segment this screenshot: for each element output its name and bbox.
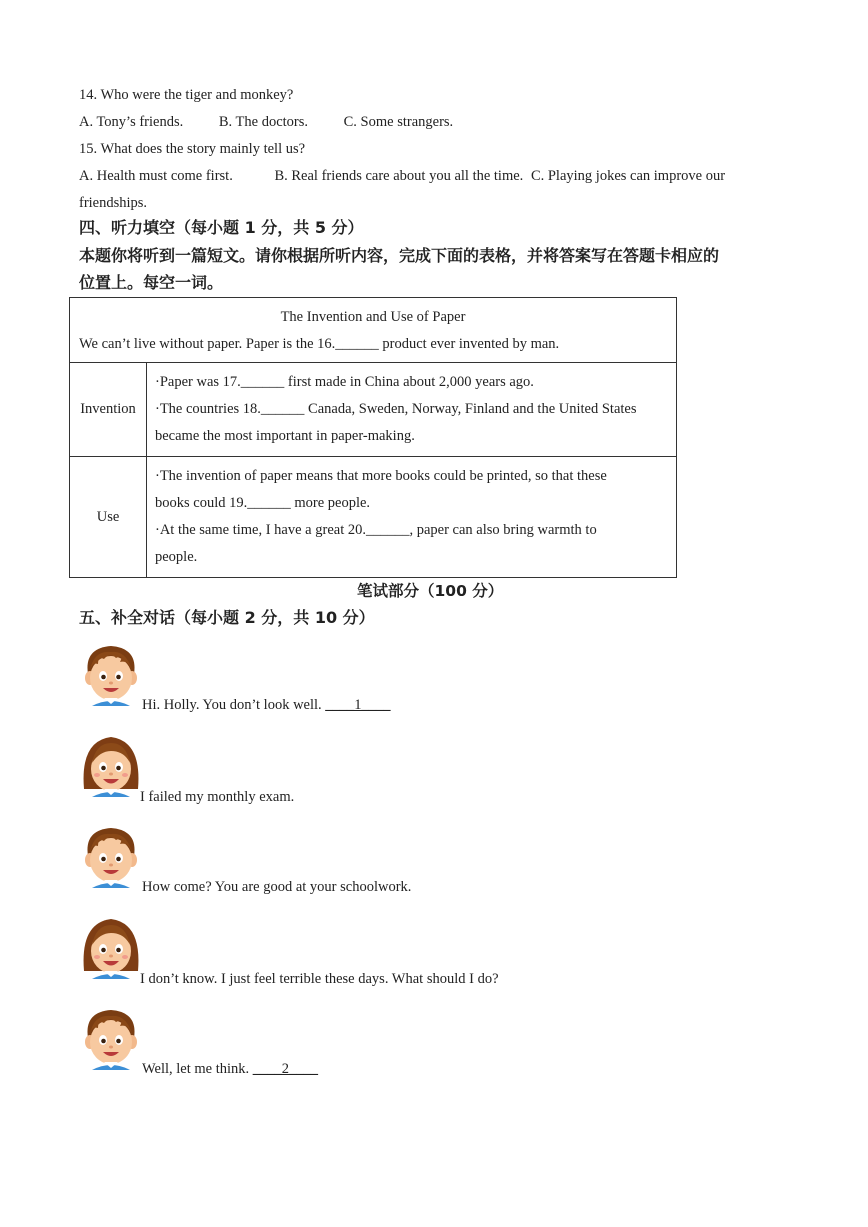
written-part-title: 笔试部分（100 分） <box>357 582 504 600</box>
table-title-row <box>70 298 677 363</box>
girl-avatar-icon <box>80 731 142 797</box>
question-14-option-a: A. Tony’s friends. <box>79 114 184 130</box>
table-row-label-invention: Invention <box>70 363 147 457</box>
section-4-instruction-line1: 本题你将听到一篇短文。请你根据所听内容，完成下面的表格，并将答案写在答题卡相应的 <box>79 246 720 265</box>
question-15-option-c: C. Playing jokes can improve our <box>530 168 726 184</box>
table-line: books could 19.______ more people. <box>155 495 371 511</box>
section-4-instruction-line2: 位置上。每空一词。 <box>79 273 224 292</box>
boy-avatar-icon <box>80 822 142 888</box>
table-row-content-use <box>147 457 677 578</box>
table-line: ·At the same time, I have a great 20.______, paper can also bring warmth to <box>155 522 597 538</box>
question-15-option-b: B. Real friends care about you all the time. <box>274 168 524 184</box>
table-title-cell <box>70 298 677 363</box>
question-14-stem: 14. Who were the tiger and monkey? <box>79 87 294 103</box>
section-4-title: 四、听力填空（每小题 1 分，共 5 分） <box>79 218 364 237</box>
boy-avatar-icon <box>80 1004 142 1070</box>
boy-avatar-icon <box>80 640 142 706</box>
section-5-title: 五、补全对话（每小题 2 分，共 10 分） <box>79 608 375 627</box>
question-15-option-a: A. Health must come first. <box>79 168 233 184</box>
table-line: became the most important in paper-making. <box>155 428 415 444</box>
table-row-content-invention <box>147 363 677 457</box>
dialogue-line-3: How come? You are good at your schoolwork. <box>142 879 412 895</box>
question-15-options <box>79 167 725 185</box>
table-line: ·The invention of paper means that more books could be printed, so that these <box>155 468 607 484</box>
dialogue-line-1 <box>142 696 391 714</box>
dialogue-line-4: I don’t know. I just feel terrible these days. What should I do? <box>140 971 499 987</box>
girl-avatar-icon <box>80 913 142 979</box>
dialogue-line-2: I failed my monthly exam. <box>140 789 295 805</box>
dialogue-line-5 <box>142 1060 318 1078</box>
question-14-options <box>79 113 453 131</box>
question-14-option-c: C. Some strangers. <box>343 114 454 130</box>
table-intro: We can’t live without paper. Paper is the 16.______ product ever invented by man. <box>79 336 560 352</box>
dialogue-text: Well, let me think. <box>142 1061 253 1077</box>
listening-table <box>69 297 677 578</box>
table-row <box>70 363 677 457</box>
question-15-stem: 15. What does the story mainly tell us? <box>79 141 306 157</box>
dialogue-blank-2: ____2____ <box>252 1061 319 1077</box>
table-row-label-use: Use <box>70 457 147 578</box>
table-line: ·Paper was 17.______ first made in China about 2,000 years ago. <box>155 374 534 390</box>
dialogue-text: Hi. Holly. You don’t look well. <box>142 697 326 713</box>
table-line: ·The countries 18.______ Canada, Sweden, Norway, Finland and the United States <box>155 401 637 417</box>
table-line: people. <box>155 549 198 565</box>
table-row <box>70 457 677 578</box>
question-15-continuation: friendships. <box>79 195 148 211</box>
table-title: The Invention and Use of Paper <box>280 309 466 325</box>
dialogue-blank-1: ____1____ <box>325 697 391 713</box>
question-14-option-b: B. The doctors. <box>218 114 309 130</box>
